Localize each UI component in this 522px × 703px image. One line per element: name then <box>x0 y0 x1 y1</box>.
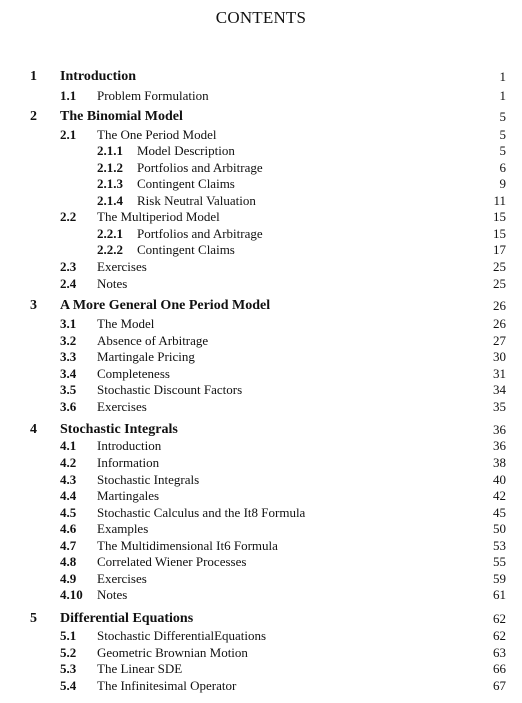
toc-number: 2.3 <box>60 259 77 274</box>
toc-title: Portfolios and Arbitrage <box>137 160 263 175</box>
toc-section <box>0 399 522 415</box>
toc-subsection <box>0 143 522 159</box>
toc-page-number: 53 <box>493 538 506 553</box>
toc-number: 4.7 <box>60 538 77 553</box>
toc-section <box>0 587 522 603</box>
toc-page-number: 36 <box>493 438 506 453</box>
toc-section <box>0 316 522 332</box>
toc-section <box>0 382 522 398</box>
toc-number: 3.6 <box>60 399 77 414</box>
toc-page-number: 25 <box>493 259 506 274</box>
toc-number: 4.5 <box>60 505 77 520</box>
toc-title: Stochastic DifferentialEquations <box>97 628 267 643</box>
toc-subsection <box>0 193 522 209</box>
toc-section <box>0 521 522 537</box>
toc-number: 4.2 <box>60 455 77 470</box>
toc-number: 3 <box>30 298 37 313</box>
toc-page-number: 5 <box>499 143 506 158</box>
toc-number: 3.1 <box>60 316 77 331</box>
toc-page-number: 31 <box>493 366 506 381</box>
toc-title: Portfolios and Arbitrage <box>137 226 263 241</box>
toc-section <box>0 209 522 225</box>
toc-title: The Infinitesimal Operator <box>97 678 237 693</box>
toc-section <box>0 259 522 275</box>
toc-page-number: 59 <box>493 571 506 586</box>
toc-section <box>0 127 522 143</box>
toc-page-number: 62 <box>493 628 506 643</box>
toc-title: Examples <box>97 521 149 536</box>
toc-page-number: 40 <box>493 472 506 487</box>
toc-title: The Binomial Model <box>60 109 183 124</box>
toc-page-number: 1 <box>499 69 506 84</box>
toc-chapter <box>0 298 522 314</box>
toc-chapter <box>0 109 522 125</box>
toc-title: Stochastic Integrals <box>97 472 200 487</box>
toc-number: 4.1 <box>60 438 77 453</box>
toc-page-number: 67 <box>493 678 506 693</box>
toc-section <box>0 661 522 677</box>
toc-section <box>0 628 522 644</box>
toc-number: 3.4 <box>60 366 77 381</box>
toc-number: 2.1.4 <box>97 193 123 208</box>
toc-page-number: 55 <box>493 554 506 569</box>
toc-title: Completeness <box>97 366 170 381</box>
toc-number: 3.3 <box>60 349 77 364</box>
toc-page-number: 62 <box>493 611 506 626</box>
toc-page-number: 15 <box>493 226 506 241</box>
toc-title: Introduction <box>97 438 162 453</box>
toc-page-number: 45 <box>493 505 506 520</box>
toc-section <box>0 571 522 587</box>
toc-page-number: 26 <box>493 298 506 313</box>
toc-title: Stochastic Calculus and the It8 Formula <box>97 505 306 520</box>
toc-number: 5.4 <box>60 678 77 693</box>
toc-subsection <box>0 176 522 192</box>
toc-page-number: 5 <box>499 127 506 142</box>
toc-title: Contingent Claims <box>137 242 235 257</box>
toc-subsection <box>0 226 522 242</box>
toc-title: Exercises <box>97 571 147 586</box>
toc-page-number: 25 <box>493 276 506 291</box>
toc-number: 4.9 <box>60 571 77 586</box>
toc-number: 1 <box>30 69 37 84</box>
toc-number: 4.3 <box>60 472 77 487</box>
toc-number: 2.1.1 <box>97 143 123 158</box>
toc-page-number: 15 <box>493 209 506 224</box>
toc-title: The Multiperiod Model <box>97 209 220 224</box>
toc-section <box>0 438 522 454</box>
toc-number: 5.1 <box>60 628 77 643</box>
toc-number: 4 <box>30 422 37 437</box>
toc-page-number: 9 <box>499 176 506 191</box>
toc-page-number: 50 <box>493 521 506 536</box>
toc-section <box>0 505 522 521</box>
toc-number: 2 <box>30 109 37 124</box>
toc-title: The Multidimensional It6 Formula <box>97 538 278 553</box>
toc-title: A More General One Period Model <box>60 298 271 313</box>
toc-title: Introduction <box>60 69 136 84</box>
toc-number: 3.2 <box>60 333 77 348</box>
toc-page-number: 35 <box>493 399 506 414</box>
toc-number: 2.2 <box>60 209 77 224</box>
page-title: CONTENTS <box>215 8 307 27</box>
toc-number: 2.1.3 <box>97 176 123 191</box>
toc-page-number: 38 <box>493 455 506 470</box>
toc-subsection <box>0 242 522 258</box>
toc-title: The One Period Model <box>97 127 217 142</box>
toc-number: 4.6 <box>60 521 77 536</box>
toc-title: Risk Neutral Valuation <box>137 193 256 208</box>
toc-section <box>0 645 522 661</box>
toc-title: Martingale Pricing <box>97 349 195 364</box>
toc-page-number: 27 <box>493 333 506 348</box>
toc-subsection <box>0 160 522 176</box>
toc-title: Notes <box>97 587 128 602</box>
toc-section <box>0 276 522 292</box>
toc-title: Stochastic Integrals <box>60 422 178 437</box>
toc-section <box>0 455 522 471</box>
toc-number: 1.1 <box>60 88 77 103</box>
toc-page-number: 6 <box>499 160 506 175</box>
toc-page-number: 11 <box>493 193 506 208</box>
toc-title: Notes <box>97 276 128 291</box>
toc-chapter <box>0 611 522 627</box>
toc-page-number: 1 <box>499 88 506 103</box>
toc-number: 3.5 <box>60 382 77 397</box>
toc-page-number: 26 <box>493 316 506 331</box>
toc-title: Exercises <box>97 259 147 274</box>
toc-page-number: 61 <box>493 587 506 602</box>
toc-section <box>0 538 522 554</box>
toc-title: Correlated Wiener Processes <box>97 554 247 569</box>
toc-chapter <box>0 422 522 438</box>
toc-section <box>0 678 522 694</box>
toc-number: 4.10 <box>60 587 83 602</box>
toc-page-number: 30 <box>493 349 506 364</box>
toc-number: 5.3 <box>60 661 77 676</box>
toc-section <box>0 333 522 349</box>
toc-page-number: 63 <box>493 645 506 660</box>
toc-title: Geometric Brownian Motion <box>97 645 248 660</box>
toc-number: 5 <box>30 611 37 626</box>
toc-page-number: 36 <box>493 422 506 437</box>
toc-number: 2.2.2 <box>97 242 123 257</box>
toc-number: 5.2 <box>60 645 77 660</box>
toc-page-number: 17 <box>493 242 506 257</box>
toc-number: 2.1 <box>60 127 77 142</box>
toc-chapter <box>0 69 522 85</box>
toc-title: Exercises <box>97 399 147 414</box>
toc-title: Information <box>97 455 160 470</box>
toc-page-number: 66 <box>493 661 506 676</box>
toc-section <box>0 349 522 365</box>
toc-title: Martingales <box>97 488 160 503</box>
toc-page-number: 42 <box>493 488 506 503</box>
toc-section <box>0 554 522 570</box>
toc-title: The Model <box>97 316 155 331</box>
toc-title: Differential Equations <box>60 611 194 626</box>
toc-number: 2.4 <box>60 276 77 291</box>
toc-number: 2.2.1 <box>97 226 123 241</box>
toc-section <box>0 488 522 504</box>
toc-title: Absence of Arbitrage <box>97 333 209 348</box>
toc-number: 2.1.2 <box>97 160 123 175</box>
toc-title: Model Description <box>137 143 235 158</box>
toc-section <box>0 366 522 382</box>
toc-number: 4.4 <box>60 488 77 503</box>
toc-page-number: 5 <box>499 109 506 124</box>
toc-page-number: 34 <box>493 382 506 397</box>
toc-number: 4.8 <box>60 554 77 569</box>
toc-section <box>0 88 522 104</box>
toc-title: Contingent Claims <box>137 176 235 191</box>
toc-title: The Linear SDE <box>97 661 183 676</box>
toc-section <box>0 472 522 488</box>
toc-title: Stochastic Discount Factors <box>97 382 243 397</box>
toc-title: Problem Formulation <box>97 88 209 103</box>
